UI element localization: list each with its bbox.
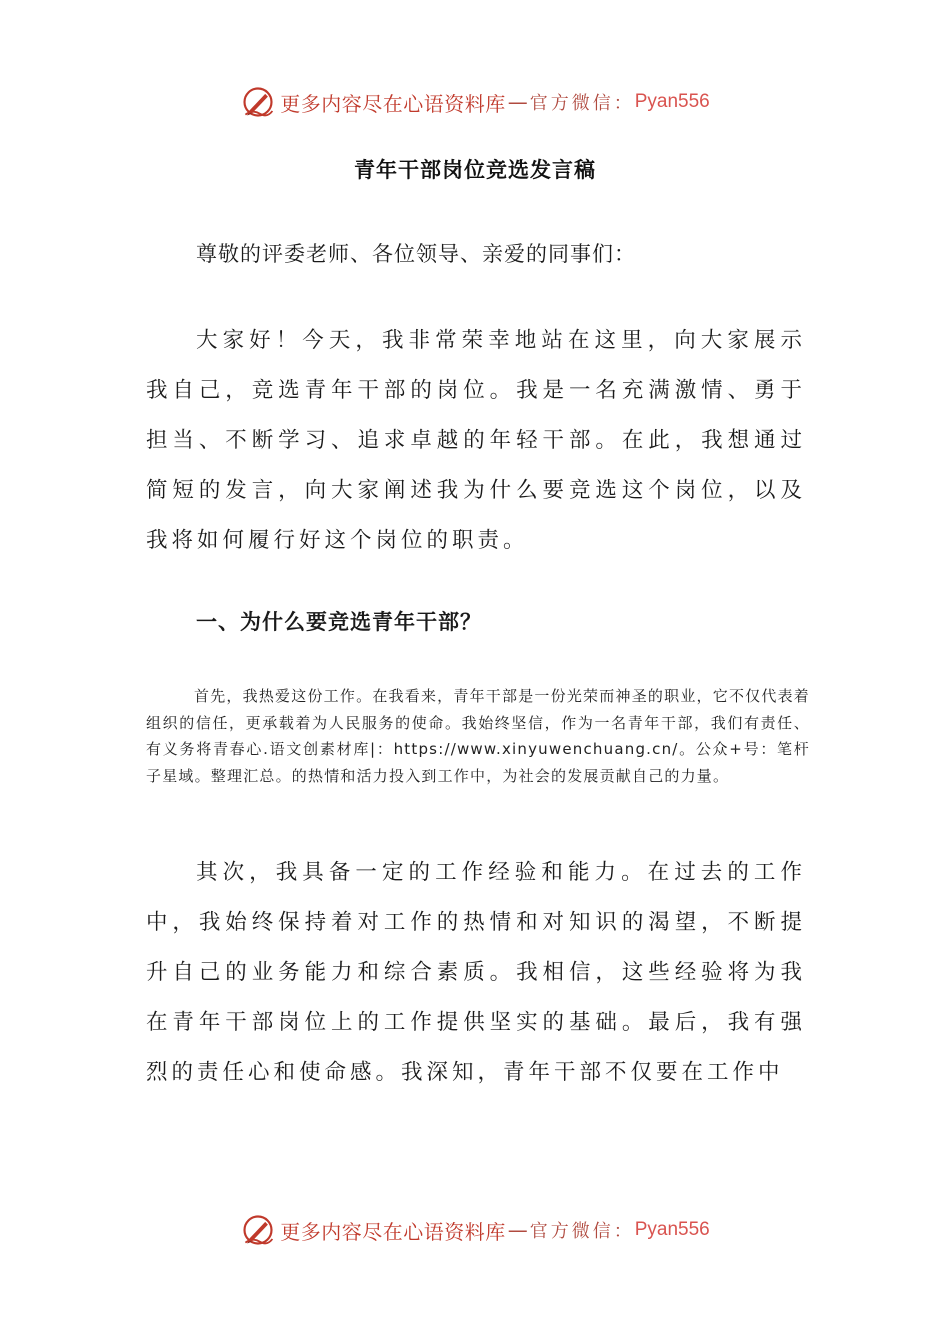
banner-dash: — [507, 1218, 528, 1242]
banner-brand-text: 更多内容尽在心语资料库 [280, 1219, 506, 1244]
banner-dash: — [507, 90, 528, 114]
banner-official-label: 官方微信： [529, 93, 635, 114]
banner-wechat-id: Pyan556 [634, 91, 710, 112]
pen-seal-logo-icon [240, 84, 276, 120]
header-banner [0, 82, 950, 122]
pen-seal-logo-icon [240, 1212, 276, 1248]
banner-brand-text: 更多内容尽在心语资料库 [280, 91, 506, 116]
paragraph-reason-1: 首先，我热爱这份工作。在我看来，青年干部是一份光荣而神圣的职业，它不仅代表着组织的信任，更承载着为人民服务的使命。我始终坚信，作为一名青年干部，我们有责任、有义务将青春心.语文创素材库|：https://www.xinyuwenchuang.cn/。公众+号：笔杆子星域。整理汇总。的热情和活力投入到工作中，为社会的发展贡献自己的力量。 [146, 687, 810, 785]
salutation: 尊敬的评委老师、各位领导、亲爱的同事们： [196, 242, 636, 266]
paragraph-reason-2: 其次，我具备一定的工作经验和能力。在过去的工作中，我始终保持着对工作的热情和对知识的渴望，不断提升自己的业务能力和综合素质。我相信，这些经验将为我在青年干部岗位上的工作提供坚实的基础。最后，我有强烈的责任心和使命感。我深知，青年干部不仅要在工作中 [146, 860, 806, 1085]
document-title: 青年干部岗位竞选发言稿 [354, 158, 596, 182]
paragraph-intro: 大家好！今天，我非常荣幸地站在这里，向大家展示我自己，竞选青年干部的岗位。我是一名充满激情、勇于担当、不断学习、追求卓越的年轻干部。在此，我想通过简短的发言，向大家阐述我为什么要竞选这个岗位，以及我将如何履行好这个岗位的职责。 [146, 328, 806, 553]
section-heading-1: 一、为什么要竞选青年干部？ [196, 610, 482, 634]
banner-wechat-id: Pyan556 [634, 1219, 710, 1240]
banner-official-label: 官方微信： [529, 1221, 635, 1242]
footer-banner [0, 1210, 950, 1250]
